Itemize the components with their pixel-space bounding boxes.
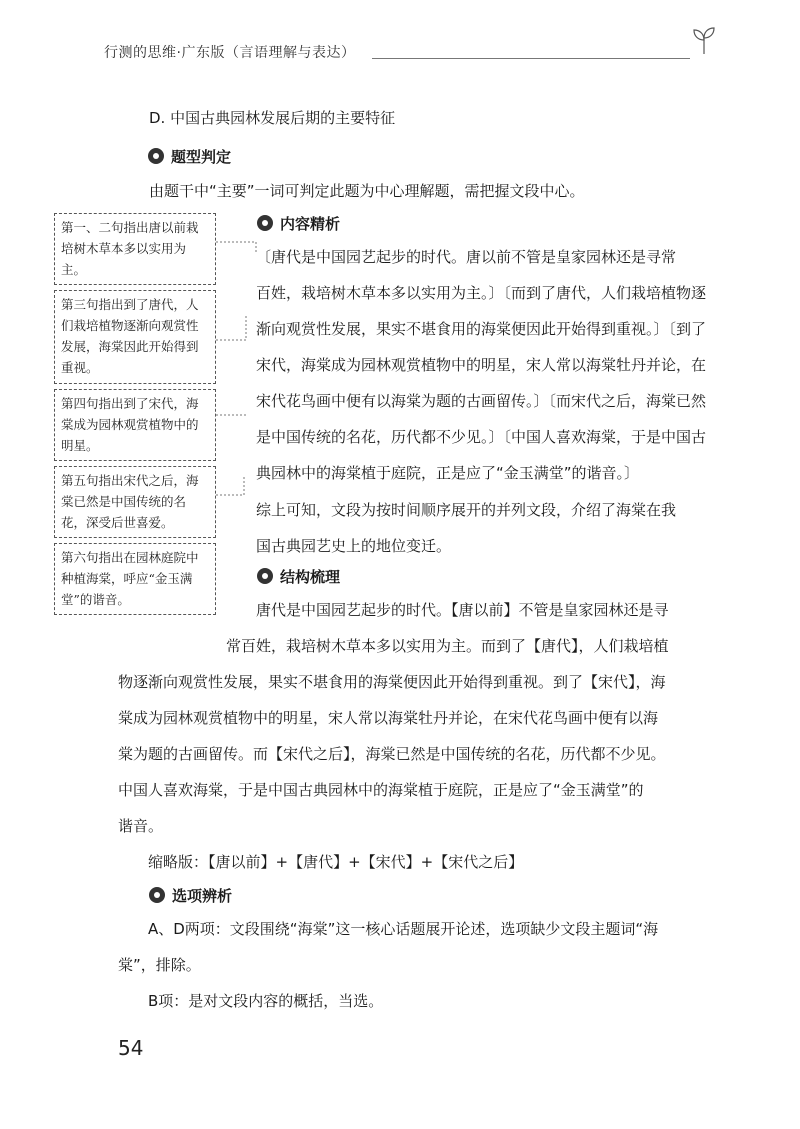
structure-line-1: 唐代是中国园艺起步的时代。【唐以前】不管是皇家园林还是寻 (256, 601, 669, 619)
flower-bullet-icon (147, 147, 165, 169)
condensed-version: 缩略版：【唐以前】+【唐代】+【宋代】+【宋代之后】 (148, 853, 524, 871)
structure-line-6: 中国人喜欢海棠，于是中国古典园林中的海棠植于庭院，正是应了“金玉满堂”的 (118, 781, 644, 799)
side-note-4: 第五句指出宋代之后，海棠已然是中国传统的名花，深受后世喜爱。 (54, 466, 216, 538)
flower-bullet-icon (256, 567, 274, 589)
side-note-2: 第三句指出到了唐代，人们栽培植物逐渐向观赏性发展，海棠因此开始得到重视。 (54, 290, 216, 384)
option-d-line: D. 中国古典园林发展后期的主要特征 (149, 109, 396, 127)
running-header: 行测的思维·广东版（言语理解与表达） (104, 45, 356, 61)
structure-line-2: 常百姓，栽培树木草本多以实用为主。而到了【唐代】，人们栽培植 (226, 637, 669, 655)
content-line-4: 宋代，海棠成为园林观赏植物中的明星，宋人常以海棠牡丹并论，在 (256, 356, 707, 374)
content-line-5: 宋代花鸟画中便有以海棠为题的古画留传。〕〔而宋代之后，海棠已然 (256, 392, 707, 410)
structure-line-4: 棠成为园林观赏植物中的明星，宋人常以海棠牡丹并论，在宋代花鸟画中便有以海 (118, 709, 659, 727)
section-structure-heading: 结构梳理 (256, 566, 340, 589)
content-line-1: 〔唐代是中国园艺起步的时代。唐以前不管是皇家园林还是寻常 (256, 248, 677, 266)
side-note-1: 第一、二句指出唐以前栽培树木草本多以实用为主。 (54, 213, 216, 285)
summary-line-1: 综上可知，文段为按时间顺序展开的并列文段，介绍了海棠在我 (256, 501, 677, 519)
side-note-5: 第六句指出在园林庭院中种植海棠，呼应“金玉满堂”的谐音。 (54, 543, 216, 615)
structure-line-3: 物逐渐向观赏性发展，果实不堪食用的海棠便因此开始得到重视。到了【宋代】，海 (118, 673, 666, 691)
type-judgement-text: 由题干中“主要”一词可判定此题为中心理解题，需把握文段中心。 (149, 182, 585, 200)
options-line-2: 棠”，排除。 (118, 956, 201, 974)
content-line-7: 典园林中的海棠植于庭院，正是应了“金玉满堂”的谐音。〕 (256, 464, 640, 482)
structure-line-5: 棠为题的古画留传。而【宋代之后】，海棠已然是中国传统的名花，历代都不少见。 (118, 745, 666, 763)
options-line-1: A、D两项：文段围绕“海棠”这一核心话题展开论述，选项缺少文段主题词“海 (148, 920, 659, 938)
content-line-6: 是中国传统的名花，历代都不少见。〕〔中国人喜欢海棠，于是中国古 (256, 428, 707, 446)
structure-line-7: 谐音。 (118, 817, 164, 835)
section-options-heading: 选项辨析 (148, 885, 232, 908)
section-type-heading: 题型判定 (147, 146, 231, 169)
options-line-3: B项：是对文段内容的概括，当选。 (148, 992, 384, 1010)
page-number: 54 (118, 1036, 144, 1060)
flower-bullet-icon (148, 886, 166, 908)
header-rule (372, 58, 690, 59)
sprout-icon (690, 26, 718, 56)
side-note-3: 第四句指出到了宋代，海棠成为园林观赏植物中的明星。 (54, 389, 216, 461)
content-line-2: 百姓，栽培树木草本多以实用为主。〕〔而到了唐代，人们栽培植物逐 (256, 284, 707, 302)
section-content-heading: 内容精析 (256, 213, 340, 236)
summary-line-2: 国古典园艺史上的地位变迁。 (256, 537, 452, 555)
content-line-3: 渐向观赏性发展，果实不堪食用的海棠便因此开始得到重视。〕〔到了 (256, 320, 707, 338)
note-connectors (216, 230, 264, 590)
